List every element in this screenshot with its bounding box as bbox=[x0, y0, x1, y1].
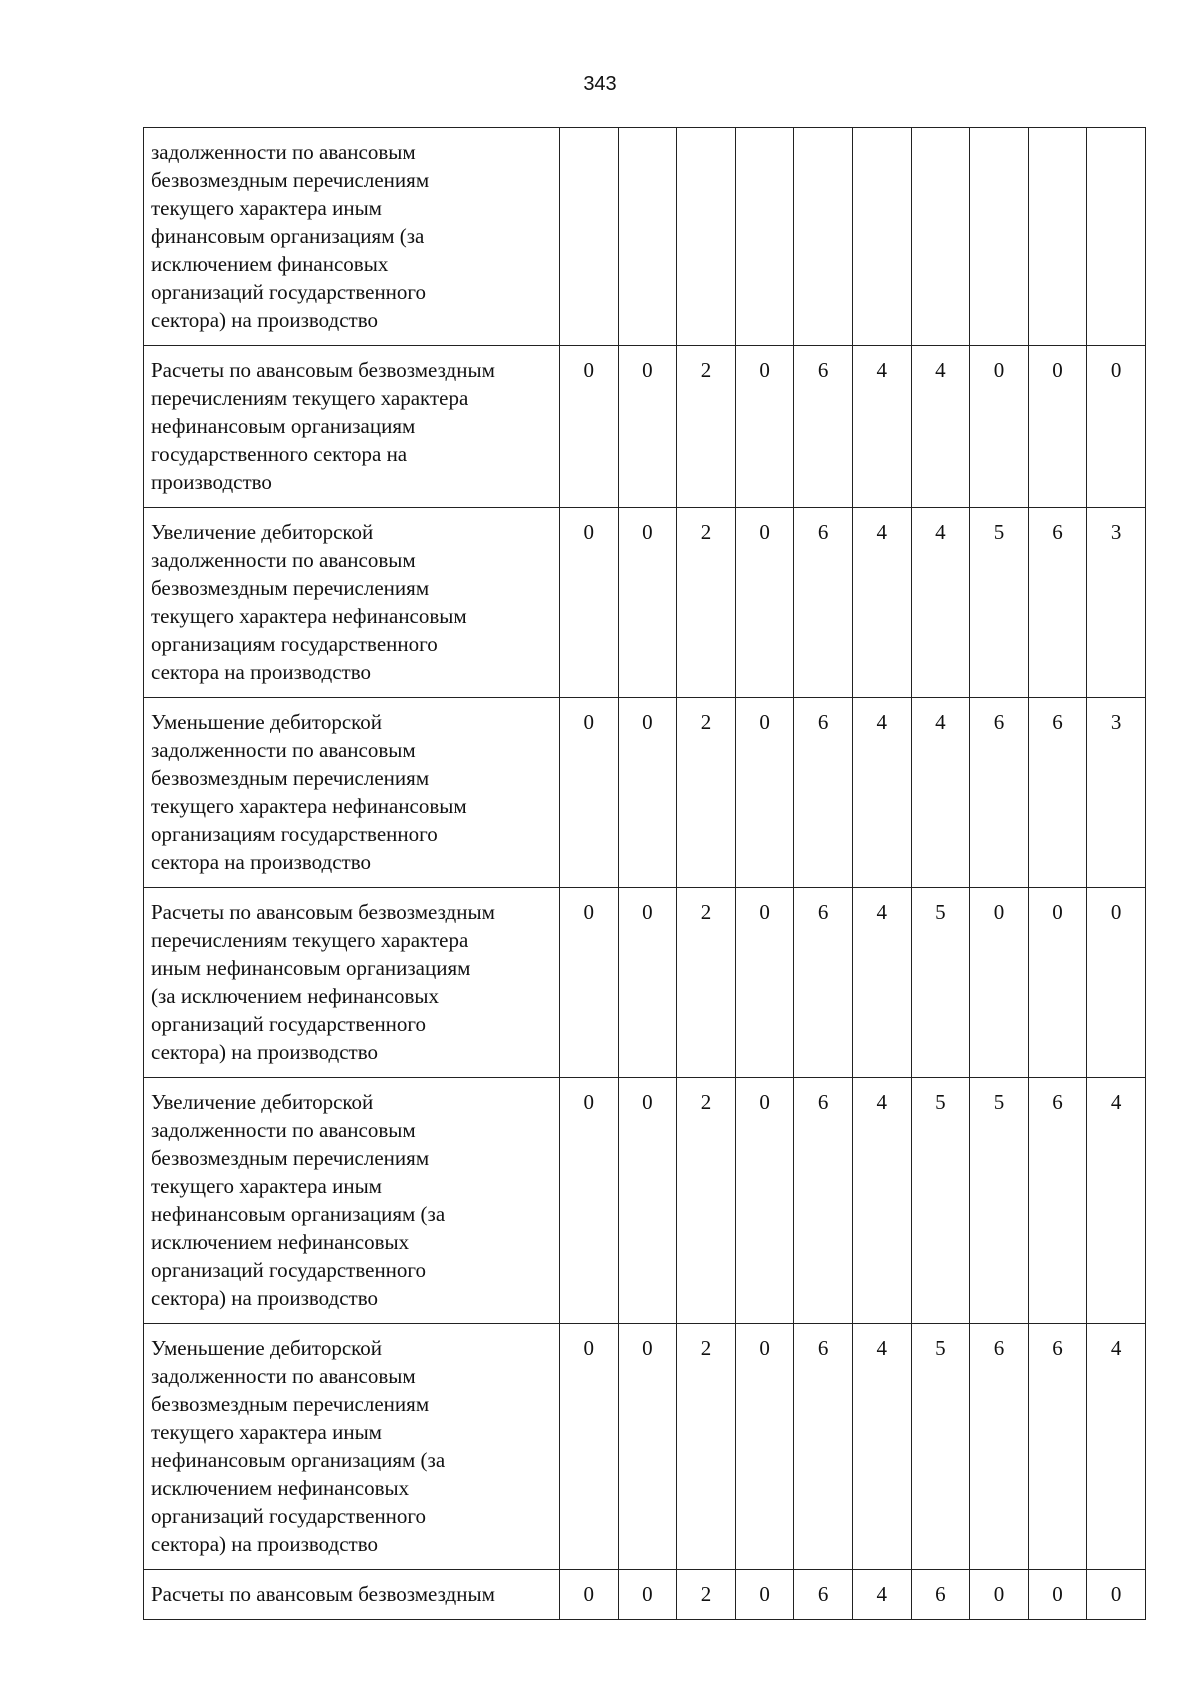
code-digit-cell: 2 bbox=[677, 508, 736, 698]
code-digit-cell bbox=[852, 128, 911, 346]
code-digit-cell: 2 bbox=[677, 1078, 736, 1324]
row-description: Увеличение дебиторской задолженности по авансовым безвозмездным перечислениям текущего характера нефинансовым организациям государственного сектора на производство bbox=[144, 508, 560, 698]
code-digit-cell: 0 bbox=[618, 508, 677, 698]
table-row bbox=[144, 1324, 1146, 1570]
code-digit-cell: 6 bbox=[911, 1570, 970, 1620]
code-digit-cell bbox=[970, 128, 1029, 346]
code-digit-cell: 0 bbox=[735, 1570, 794, 1620]
code-digit-cell: 4 bbox=[852, 346, 911, 508]
code-digit-cell bbox=[677, 128, 736, 346]
code-digit-cell: 0 bbox=[560, 1324, 619, 1570]
table-row bbox=[144, 698, 1146, 888]
code-digit-cell: 6 bbox=[794, 1570, 853, 1620]
code-digit-cell: 0 bbox=[560, 508, 619, 698]
code-digit-cell bbox=[735, 128, 794, 346]
page-number: 343 bbox=[583, 73, 617, 95]
code-digit-cell: 4 bbox=[852, 508, 911, 698]
row-description: Уменьшение дебиторской задолженности по авансовым безвозмездным перечислениям текущего характера иным нефинансовым организациям (за исключением нефинансовых организаций государственного сектора) на производство bbox=[144, 1324, 560, 1570]
code-digit-cell: 5 bbox=[911, 1078, 970, 1324]
code-digit-cell: 0 bbox=[560, 346, 619, 508]
code-digit-cell bbox=[1028, 128, 1087, 346]
code-digit-cell: 0 bbox=[1028, 1570, 1087, 1620]
code-digit-cell: 4 bbox=[1087, 1078, 1146, 1324]
row-description: Расчеты по авансовым безвозмездным bbox=[144, 1570, 560, 1620]
row-description: Уменьшение дебиторской задолженности по авансовым безвозмездным перечислениям текущего характера нефинансовым организациям государственного сектора на производство bbox=[144, 698, 560, 888]
code-digit-cell: 2 bbox=[677, 346, 736, 508]
code-digit-cell: 0 bbox=[560, 698, 619, 888]
code-digit-cell: 0 bbox=[735, 508, 794, 698]
table-row bbox=[144, 128, 1146, 346]
code-digit-cell: 6 bbox=[1028, 508, 1087, 698]
code-digit-cell bbox=[1087, 128, 1146, 346]
code-digit-cell: 5 bbox=[911, 1324, 970, 1570]
row-description: Расчеты по авансовым безвозмездным перечислениям текущего характера нефинансовым организациям государственного сектора на производство bbox=[144, 346, 560, 508]
code-digit-cell: 4 bbox=[852, 888, 911, 1078]
code-digit-cell: 2 bbox=[677, 888, 736, 1078]
table-body bbox=[144, 128, 1146, 1620]
code-digit-cell: 0 bbox=[735, 346, 794, 508]
code-digit-cell: 0 bbox=[735, 1324, 794, 1570]
code-digit-cell: 0 bbox=[560, 888, 619, 1078]
code-digit-cell: 0 bbox=[618, 346, 677, 508]
code-digit-cell: 0 bbox=[735, 1078, 794, 1324]
table-row bbox=[144, 888, 1146, 1078]
code-digit-cell: 0 bbox=[970, 888, 1029, 1078]
code-digit-cell: 0 bbox=[618, 1078, 677, 1324]
code-digit-cell: 4 bbox=[852, 1078, 911, 1324]
table-row bbox=[144, 1570, 1146, 1620]
code-digit-cell: 4 bbox=[852, 1324, 911, 1570]
code-digit-cell: 6 bbox=[794, 888, 853, 1078]
code-digit-cell: 4 bbox=[1087, 1324, 1146, 1570]
code-digit-cell: 6 bbox=[794, 1324, 853, 1570]
code-digit-cell: 6 bbox=[794, 698, 853, 888]
code-digit-cell: 0 bbox=[1028, 346, 1087, 508]
code-digit-cell: 6 bbox=[1028, 698, 1087, 888]
row-description: задолженности по авансовым безвозмездным перечислениям текущего характера иным финансовым организациям (за исключением финансовых организаций государственного сектора) на производство bbox=[144, 128, 560, 346]
code-digit-cell: 6 bbox=[1028, 1324, 1087, 1570]
code-digit-cell: 0 bbox=[1087, 1570, 1146, 1620]
code-digit-cell: 4 bbox=[911, 508, 970, 698]
code-digit-cell: 6 bbox=[794, 508, 853, 698]
code-digit-cell: 0 bbox=[1028, 888, 1087, 1078]
code-digit-cell: 0 bbox=[560, 1078, 619, 1324]
code-digit-cell: 0 bbox=[970, 1570, 1029, 1620]
table-row bbox=[144, 1078, 1146, 1324]
code-digit-cell: 5 bbox=[970, 508, 1029, 698]
code-digit-cell: 0 bbox=[1087, 888, 1146, 1078]
budget-code-table bbox=[143, 127, 1146, 1620]
row-description: Расчеты по авансовым безвозмездным перечислениям текущего характера иным нефинансовым организациям (за исключением нефинансовых организаций государственного сектора) на производство bbox=[144, 888, 560, 1078]
code-digit-cell: 3 bbox=[1087, 508, 1146, 698]
row-description: Увеличение дебиторской задолженности по авансовым безвозмездным перечислениям текущего характера иным нефинансовым организациям (за исключением нефинансовых организаций государственного сектора) на производство bbox=[144, 1078, 560, 1324]
code-digit-cell bbox=[560, 128, 619, 346]
table-row bbox=[144, 346, 1146, 508]
code-digit-cell: 6 bbox=[970, 1324, 1029, 1570]
code-digit-cell: 6 bbox=[1028, 1078, 1087, 1324]
code-digit-cell: 6 bbox=[794, 1078, 853, 1324]
code-digit-cell: 0 bbox=[618, 888, 677, 1078]
code-digit-cell: 3 bbox=[1087, 698, 1146, 888]
code-digit-cell bbox=[618, 128, 677, 346]
code-digit-cell: 0 bbox=[735, 698, 794, 888]
code-digit-cell bbox=[911, 128, 970, 346]
code-digit-cell: 2 bbox=[677, 1324, 736, 1570]
code-digit-cell: 4 bbox=[911, 346, 970, 508]
code-digit-cell: 2 bbox=[677, 698, 736, 888]
code-digit-cell: 0 bbox=[618, 1324, 677, 1570]
code-digit-cell: 4 bbox=[852, 698, 911, 888]
code-digit-cell: 2 bbox=[677, 1570, 736, 1620]
code-digit-cell: 5 bbox=[970, 1078, 1029, 1324]
code-digit-cell bbox=[794, 128, 853, 346]
code-digit-cell: 0 bbox=[1087, 346, 1146, 508]
table-row bbox=[144, 508, 1146, 698]
code-digit-cell: 4 bbox=[911, 698, 970, 888]
code-digit-cell: 0 bbox=[618, 1570, 677, 1620]
code-digit-cell: 6 bbox=[970, 698, 1029, 888]
code-digit-cell: 5 bbox=[911, 888, 970, 1078]
code-digit-cell: 6 bbox=[794, 346, 853, 508]
code-digit-cell: 4 bbox=[852, 1570, 911, 1620]
code-digit-cell: 0 bbox=[618, 698, 677, 888]
code-digit-cell: 0 bbox=[560, 1570, 619, 1620]
code-digit-cell: 0 bbox=[735, 888, 794, 1078]
code-digit-cell: 0 bbox=[970, 346, 1029, 508]
